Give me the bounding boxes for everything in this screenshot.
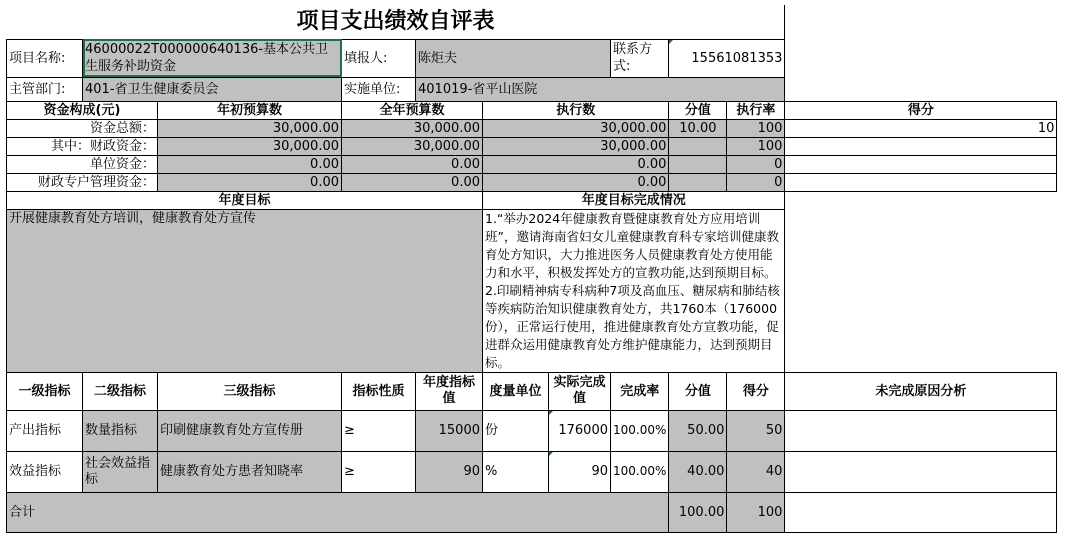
- funds-row-executed[interactable]: 0.00: [483, 155, 669, 173]
- annual-goal-header: 年度目标: [7, 191, 483, 209]
- project-name-cell[interactable]: 46000022T000000640136-基本公共卫生服务补助资金: [83, 39, 342, 77]
- contact-cell[interactable]: 15561081353: [669, 39, 785, 77]
- annual-goal-text[interactable]: 开展健康教育处方培训，健康教育处方宣传: [7, 209, 483, 372]
- funds-row-score-value[interactable]: [669, 137, 727, 155]
- total-label: 合计: [7, 492, 669, 532]
- ind-header-unit: 度量单位: [483, 372, 549, 410]
- ind-header-completion-rate: 完成率: [611, 372, 669, 410]
- dept-label: 主管部门:: [7, 77, 83, 101]
- total-score[interactable]: 100: [727, 492, 785, 532]
- total-score-value[interactable]: 100.00: [669, 492, 727, 532]
- funds-row-executed[interactable]: 30,000.00: [483, 137, 669, 155]
- funds-row: [7, 119, 1057, 137]
- funds-header-executed: 执行数: [483, 101, 669, 119]
- funds-row-score-value[interactable]: [669, 173, 727, 191]
- funds-row-full[interactable]: 0.00: [342, 155, 483, 173]
- ind-reason[interactable]: [785, 451, 1057, 492]
- funds-row-label: 资金总额：: [7, 119, 158, 137]
- funds-row-score-value[interactable]: 10.00: [669, 119, 727, 137]
- ind-nature[interactable]: ≥: [342, 451, 416, 492]
- filler-cell[interactable]: 陈炬夫: [416, 39, 611, 77]
- ind-header-score: 得分: [727, 372, 785, 410]
- ind-header-nature: 指标性质: [342, 372, 416, 410]
- funds-row-initial[interactable]: 30,000.00: [158, 119, 342, 137]
- impl-cell[interactable]: 401019-省平山医院: [416, 77, 785, 101]
- funds-header-composition: 资金构成(元): [7, 101, 158, 119]
- funds-header-score: 得分: [785, 101, 1057, 119]
- funds-row-full[interactable]: 30,000.00: [342, 119, 483, 137]
- ind-header-reason: 未完成原因分析: [785, 372, 1057, 410]
- ind-level3[interactable]: 健康教育处方患者知晓率: [158, 451, 342, 492]
- ind-actual[interactable]: 90: [549, 451, 611, 492]
- funds-row-full[interactable]: 0.00: [342, 173, 483, 191]
- funds-row-rate[interactable]: 0: [727, 173, 785, 191]
- filler-label: 填报人:: [342, 39, 416, 77]
- funds-row: [7, 155, 1057, 173]
- goal-completion-header: 年度目标完成情况: [483, 191, 785, 209]
- funds-row-full[interactable]: 30,000.00: [342, 137, 483, 155]
- ind-header-level1: 一级指标: [7, 372, 83, 410]
- ind-reason[interactable]: [785, 410, 1057, 451]
- ind-target[interactable]: 90: [416, 451, 483, 492]
- funds-row-label: 财政专户管理资金：: [7, 173, 158, 191]
- funds-row: [7, 137, 1057, 155]
- ind-score-value[interactable]: 50.00: [669, 410, 727, 451]
- ind-nature[interactable]: ≥: [342, 410, 416, 451]
- ind-header-annual-target: 年度指标值: [416, 372, 483, 410]
- ind-level1: 产出指标: [7, 410, 83, 451]
- total-reason[interactable]: [785, 492, 1057, 532]
- funds-header-score-value: 分值: [669, 101, 727, 119]
- funds-row-label: 单位资金：: [7, 155, 158, 173]
- project-name-label: 项目名称:: [7, 39, 83, 77]
- funds-header-initial: 年初预算数: [158, 101, 342, 119]
- ind-level2[interactable]: 数量指标: [83, 410, 158, 451]
- funds-row-rate[interactable]: 100: [727, 137, 785, 155]
- dept-cell[interactable]: 401-省卫生健康委员会: [83, 77, 342, 101]
- performance-table: [6, 5, 1057, 533]
- ind-score[interactable]: 50: [727, 410, 785, 451]
- funds-row-score[interactable]: [785, 173, 1057, 191]
- ind-score[interactable]: 40: [727, 451, 785, 492]
- funds-row-executed[interactable]: 0.00: [483, 173, 669, 191]
- ind-header-score-value: 分值: [669, 372, 727, 410]
- funds-row: [7, 173, 1057, 191]
- ind-header-actual: 实际完成值: [549, 372, 611, 410]
- ind-header-level3: 三级指标: [158, 372, 342, 410]
- indicator-row: [7, 451, 1057, 492]
- page-title: 项目支出绩效自评表: [7, 5, 785, 39]
- funds-row-score-value[interactable]: [669, 155, 727, 173]
- funds-row-executed[interactable]: 30,000.00: [483, 119, 669, 137]
- ind-target[interactable]: 15000: [416, 410, 483, 451]
- funds-row-score[interactable]: [785, 137, 1057, 155]
- funds-row-rate[interactable]: 100: [727, 119, 785, 137]
- ind-level3[interactable]: 印刷健康教育处方宣传册: [158, 410, 342, 451]
- goal-completion-text[interactable]: 1.“举办2024年健康教育暨健康教育处方应用培训班”，邀请海南省妇女儿童健康教育科专家培训健康教育处方知识，大力推进医务人员健康教育处方使用能力和水平，积极发挥处方的宣教功能,达到预期目标。 2.印刷精神病专科病种7项及高血压、糖尿病和肺结核等疾病防治知识健康教育处方，共1760本（176000份），正常运行使用，推进健康教育处方宣教功能，促进群众运用健康教育处方维护健康能力，达到预期目标。: [483, 209, 785, 372]
- funds-row-initial[interactable]: 30,000.00: [158, 137, 342, 155]
- ind-level2[interactable]: 社会效益指标: [83, 451, 158, 492]
- ind-score-value[interactable]: 40.00: [669, 451, 727, 492]
- funds-row-rate[interactable]: 0: [727, 155, 785, 173]
- funds-row-score[interactable]: 10: [785, 119, 1057, 137]
- ind-unit[interactable]: %: [483, 451, 549, 492]
- ind-completion-rate[interactable]: 100.00%: [611, 451, 669, 492]
- ind-header-level2: 二级指标: [83, 372, 158, 410]
- ind-unit[interactable]: 份: [483, 410, 549, 451]
- funds-header-exec-rate: 执行率: [727, 101, 785, 119]
- funds-row-initial[interactable]: 0.00: [158, 155, 342, 173]
- ind-actual[interactable]: 176000: [549, 410, 611, 451]
- contact-label: 联系方式:: [611, 39, 669, 77]
- funds-row-initial[interactable]: 0.00: [158, 173, 342, 191]
- indicator-row: [7, 410, 1057, 451]
- funds-header-full-year: 全年预算数: [342, 101, 483, 119]
- ind-level1: 效益指标: [7, 451, 83, 492]
- ind-completion-rate[interactable]: 100.00%: [611, 410, 669, 451]
- funds-row-score[interactable]: [785, 155, 1057, 173]
- impl-label: 实施单位:: [342, 77, 416, 101]
- funds-row-label: 其中：财政资金：: [7, 137, 158, 155]
